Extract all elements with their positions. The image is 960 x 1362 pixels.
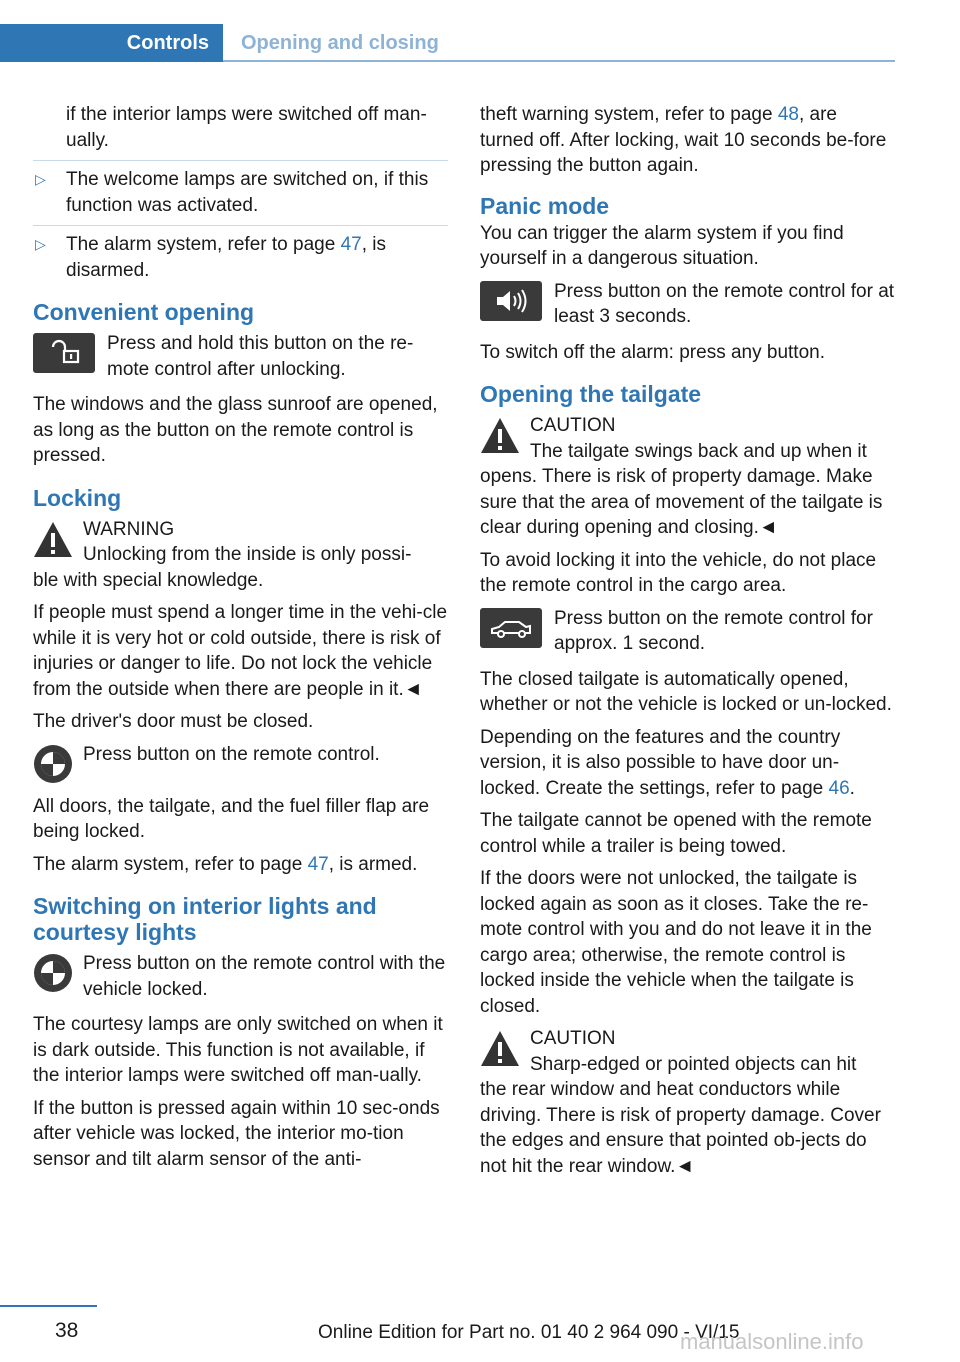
paragraph: The windows and the glass sunroof are opened, as long as the button on the remote control is pressed. [33, 394, 438, 466]
heading-interior-lights: Switching on interior lights and courtesy lights [33, 893, 377, 945]
instruction-row [480, 606, 896, 657]
warning-header [33, 517, 448, 568]
instruction-text: Press button on the remote control with the vehicle locked. [83, 953, 446, 1000]
unlock-button-icon [33, 333, 95, 373]
right-column [480, 102, 896, 1186]
page-ref-link[interactable]: 47 [307, 853, 329, 875]
paragraph: If the doors were not unlocked, the tailgate is locked again as soon as it closes. Take the re‐mote control with you and do not leave it in the cargo area; otherwise, the remote control is locked inside the vehicle when the tailgate is closed. [480, 868, 872, 1017]
bmw-logo-button-icon [33, 744, 73, 784]
paragraph: theft warning system, refer to page 48, are turned off. After locking, wait 10 seconds be‐fore pressing the button again. [480, 104, 887, 176]
heading-opening-tailgate: Opening the tailgate [480, 381, 702, 407]
caution-text: The tailgate swings back and up when it [530, 440, 867, 462]
paragraph: If the button is pressed again within 10 sec‐onds after vehicle was locked, the interior mo‐tion sensor and tilt alarm sensor of the anti- [33, 1097, 440, 1170]
bullet-divider [33, 225, 448, 226]
heading-locking: Locking [33, 484, 122, 511]
subsection-tab: Opening and closing [223, 24, 895, 62]
paragraph: The tailgate cannot be opened with the remote control while a trailer is being towed. [480, 810, 872, 857]
intro-continuation: if the interior lamps were switched off man‐ually. [66, 104, 427, 151]
caution-triangle-icon [480, 1030, 520, 1068]
footer-divider [0, 1305, 97, 1307]
list-item-text: The welcome lamps are switched on, if this function was activated. [66, 169, 429, 216]
list-item-text: The alarm system, refer to page 47, is disarmed. [66, 234, 386, 281]
instruction-row [480, 279, 896, 330]
triangle-bullet-icon: ▷ [35, 171, 46, 187]
warning-text: Unlocking from the inside is only possi‐ [83, 544, 412, 565]
paragraph: The alarm system, refer to page 47, is armed. [33, 853, 418, 875]
page-ref-link[interactable]: 48 [777, 104, 799, 125]
section-tab: Controls [0, 24, 223, 62]
caution-header [480, 1026, 896, 1077]
paragraph: The closed tailgate is automatically opened, whether or not the vehicle is locked or un‐locked. [480, 668, 892, 715]
tailgate-car-button-icon [480, 608, 542, 648]
instruction-row [33, 331, 448, 382]
instruction-text: Press button on the remote control for approx. 1 second. [554, 607, 873, 654]
caution-text-continued: the rear window and heat conductors while driving. There is risk of property damage. Cover the edges and ensure that pointed ob‐jects do not hit the rear window.◄ [480, 1079, 881, 1177]
instruction-row [33, 742, 448, 784]
paragraph: To switch off the alarm: press any button. [480, 341, 825, 363]
paragraph: All doors, the tailgate, and the fuel filler flap are being locked. [33, 795, 430, 842]
instruction-text: Press button on the remote control. [83, 743, 380, 765]
watermark: manualsonline.info [680, 1329, 864, 1354]
paragraph: Depending on the features and the country version, it is also possible to have door un‐locked. Create the settings, refer to page 46. [480, 726, 855, 799]
left-column [33, 102, 448, 1179]
paragraph: The courtesy lamps are only switched on when it is dark outside. This function is not available, if the interior lamps were switched off man‐ually. [33, 1014, 443, 1086]
warning-label: WARNING [83, 518, 175, 540]
triangle-bullet-icon: ▷ [35, 236, 46, 252]
header-divider [223, 60, 895, 62]
paragraph: If people must spend a longer time in the vehi‐cle while it is very hot or cold outside, there is risk of injuries or danger to life. Do not lock the vehicle from the outside when there are people in it.◄ [33, 602, 448, 700]
heading-panic-mode: Panic mode [480, 192, 610, 219]
caution-text: Sharp-edged or pointed objects can hit [530, 1053, 857, 1075]
paragraph: To avoid locking it into the vehicle, do not place the remote control in the cargo area. [480, 549, 877, 596]
alarm-speaker-button-icon [480, 281, 542, 321]
warning-triangle-icon [33, 521, 73, 559]
heading-convenient-opening: Convenient opening [33, 299, 255, 325]
caution-triangle-icon [480, 417, 520, 455]
page-ref-link[interactable]: 47 [340, 234, 362, 255]
paragraph: The driver's door must be closed. [33, 711, 314, 732]
bmw-logo-button-icon [33, 953, 73, 993]
paragraph: You can trigger the alarm system if you find yourself in a dangerous situation. [480, 222, 844, 269]
list-item [33, 232, 448, 283]
instruction-row [33, 951, 448, 1002]
page-ref-link[interactable]: 46 [828, 777, 850, 799]
instruction-text: Press button on the remote control for at least 3 seconds. [554, 280, 895, 327]
page-number: 38 [55, 1319, 79, 1342]
caution-text-continued: opens. There is risk of property damage. Make sure that the area of movement of the tailgate is clear during opening and closing.◄ [480, 466, 883, 538]
bullet-divider [33, 160, 448, 161]
edition-info: Online Edition for Part no. 01 40 2 964 090 - VI/15 [318, 1322, 740, 1343]
caution-header [480, 413, 896, 464]
list-item [33, 167, 448, 218]
page-header [0, 24, 895, 62]
caution-label: CAUTION [530, 415, 616, 436]
warning-text-continued: ble with special knowledge. [33, 569, 264, 591]
instruction-text: Press and hold this button on the re‐mote control after unlocking. [107, 333, 414, 380]
caution-label: CAUTION [530, 1028, 616, 1049]
